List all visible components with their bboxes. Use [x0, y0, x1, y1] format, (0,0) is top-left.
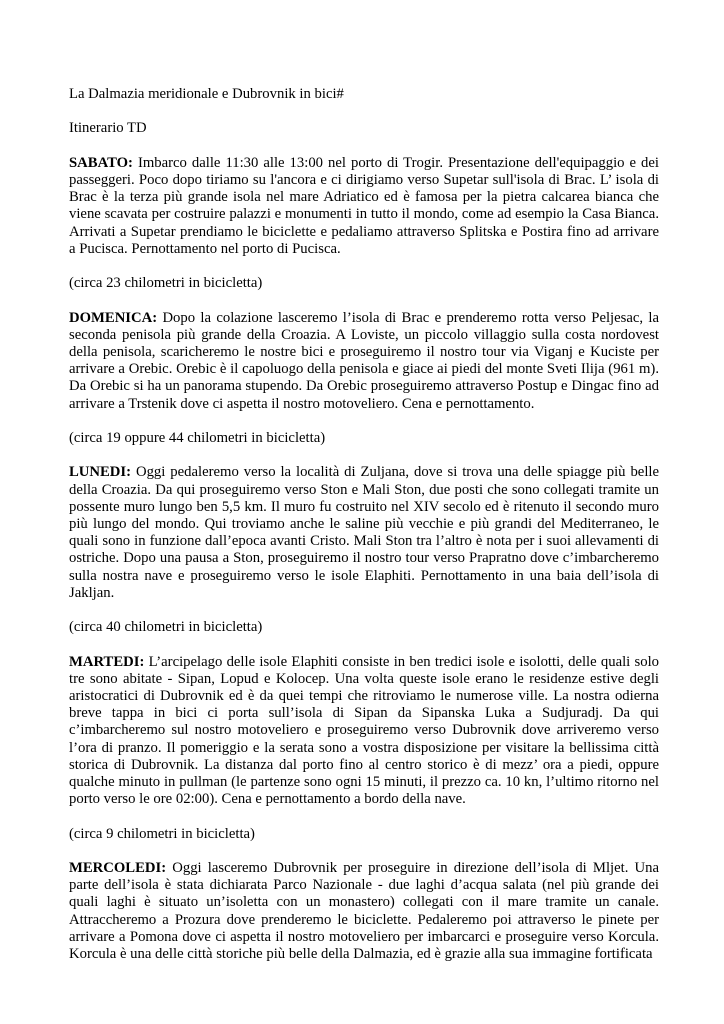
day-text: Imbarco dalle 11:30 alle 13:00 nel porto di Trogir. Presentazione dell'equipaggio e dei passeggeri. Poco dopo tiriamo su l'ancora e ci dirigiamo verso Supetar sull'isola di Brac. L’ isola di Brac è la terza più grande isola nel mare Adriatico ed è famosa per la pietra calcarea bianca che viene scavata per costruire palazzi e monumenti in tutto il mondo, come ad esempio la Casa Bianca. Arrivati a Supetar prendiamo le biciclette e pedaliamo attraverso Splitska e Postira fino ad arrivare a Pucisca. Pernottamento nel porto di Pucisca.: [69, 154, 659, 257]
day-text: Dopo la colazione lasceremo l’isola di Brac e prenderemo rotta verso Peljesac, la seconda penisola più grande della Croazia. A Loviste, un piccolo villaggio sulla costa nordovest della penisola, scaricheremo le nostre bici e proseguiremo il nostro tour via Viganj e Kuciste per arrivare a Orebic. Orebic è il capoluogo della penisola e giace ai piedi del monte Sveti Ilija (961 m). Da Orebic si ha un panorama stupendo. Da Orebic proseguiremo attraverso Postup e Dingac fino ad arrivare a Trstenik dove ci aspetta il nostro motoveliero. Cena e pernottamento.: [69, 309, 659, 412]
day-paragraph-lunedi: [69, 464, 659, 602]
day-distance: (circa 23 chilometri in bicicletta): [69, 275, 263, 292]
document-page: [69, 86, 659, 963]
day-heading: DOMENICA:: [69, 309, 158, 326]
day-text: L’arcipelago delle isole Elaphiti consiste in ben tredici isole e isolotti, delle quali solo tre sono abitate - Sipan, Lopud e Kolocep. Una volta queste isole erano le residenze estive degli aristocratici di Dubrovnik ed è da quei tempi che ritroviamo le numerose ville. La nostra odierna breve tappa in bici ci porta sull’isola di Sipan da Sipanska Luka a Sudjuradj. Da qui c’imbarcheremo sul nostro motoveliero e proseguiremo verso Dubrovnik dove arriveremo verso l’ora di pranzo. Il pomeriggio e la serata sono a vostra disposizione per visitare la bellissima città storica di Dubrovnik. La distanza dal porto fino al centro storico è di mezz’ ora a piedi, oppure qualche minuto in pullman (le partenze sono ogni 15 minuti, il prezzo ca. 10 kn, l’ultimo ritorno nel porto verso le ore 02:00). Cena e pernottamento a bordo della nave.: [69, 653, 660, 808]
day-distance: (circa 40 chilometri in bicicletta): [69, 619, 263, 636]
day-paragraph-mercoledi: [69, 860, 659, 963]
day-heading: SABATO:: [69, 154, 133, 171]
day-paragraph-sabato: [69, 155, 659, 258]
day-distance: (circa 9 chilometri in bicicletta): [69, 825, 255, 842]
day-heading: MERCOLEDI:: [69, 859, 167, 876]
day-paragraph-martedi: [69, 654, 659, 809]
day-text: Oggi pedaleremo verso la località di Zuljana, dove si trova una delle spiagge più belle della Croazia. Da qui proseguiremo verso Ston e Mali Ston, due posti che sono collegati tramite un possente muro lungo ben 5,5 km. Il muro fu costruito nel XIV secolo ed è ritenuto il secondo muro più lungo del mondo. Qui troviamo anche le saline più vecchie e più grandi del Mediterraneo, le quali sono in funzione dall’epoca avanti Cristo. Mali Ston tra l’altro è nota per i suoi allevamenti di ostriche. Dopo una pausa a Ston, proseguiremo il nostro tour verso Prapratno dove c’imbarcheremo sulla nostra nave e proseguiremo verso le isole Elaphiti. Pernottamento in una baia dell’isola di Jakljan.: [69, 464, 660, 601]
document-title: La Dalmazia meridionale e Dubrovnik in bici#: [69, 86, 344, 102]
day-heading: MARTEDI:: [69, 653, 145, 670]
day-distance: (circa 19 oppure 44 chilometri in bicicletta): [69, 429, 326, 446]
day-text: Oggi lasceremo Dubrovnik per proseguire in direzione dell’isola di Mljet. Una parte dell’isola è stata dichiarata Parco Nazionale - due laghi d’acqua salata (nel più grande dei quali laghi è situato un’isoletta con un monastero) collegati con il mare tramite un canale. Attraccheremo a Prozura dove prenderemo le biciclette. Pedaleremo poi attraverso le pinete per arrivare a Pomona dove ci aspetta il nostro motoveliero per imbarcarci e proseguire verso Korcula. Korcula è una delle città storiche più belle della Dalmazia, ed è grazie alla sua immagine fortificata: [69, 859, 659, 962]
day-paragraph-domenica: [69, 310, 659, 413]
day-heading: LUNEDI:: [69, 464, 132, 481]
document-subtitle: Itinerario TD: [69, 120, 147, 137]
